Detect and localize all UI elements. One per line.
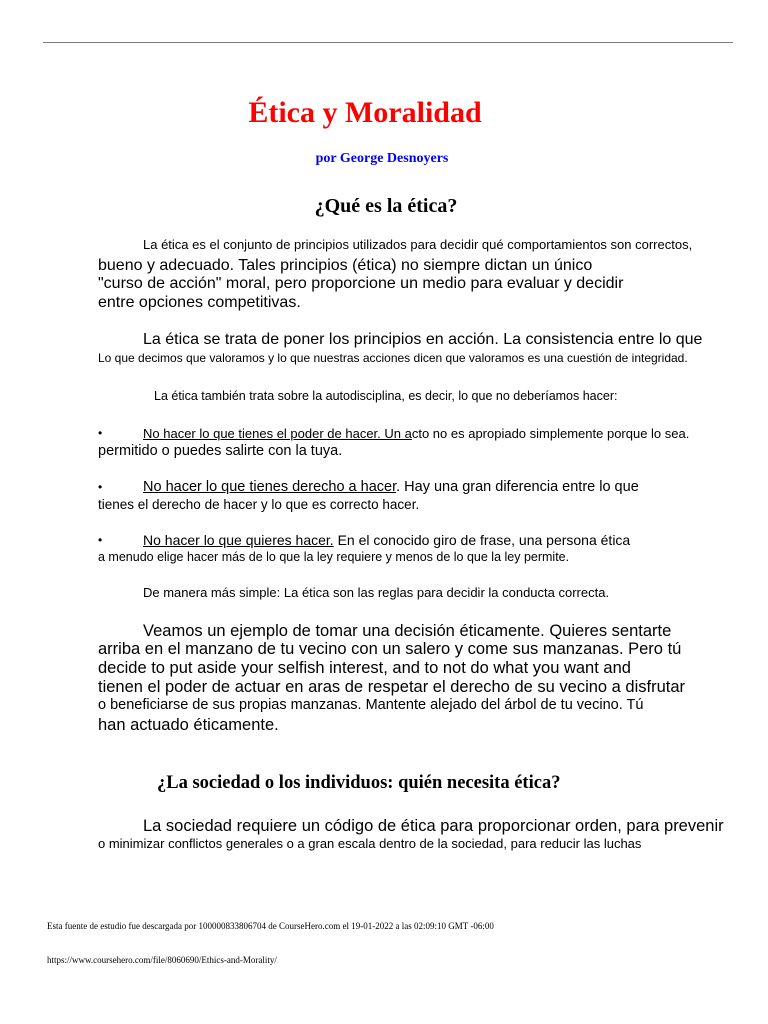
section-heading-who-needs-ethics: ¿La sociedad o los individuos: quién necesita ética?: [157, 773, 561, 793]
paragraph-line: Veamos un ejemplo de tomar una decisión éticamente. Quieres sentarte: [143, 622, 672, 640]
paragraph-line: han actuado éticamente.: [98, 716, 279, 734]
source-url[interactable]: https://www.coursehero.com/file/8060690/Ethics-and-Morality/: [47, 955, 277, 965]
bullet-underlined-text: No hacer lo que quieres hacer.: [143, 532, 334, 548]
bullet-continuation: permitido o puedes salirte con la tuya.: [98, 443, 343, 459]
bullet-text: cto no es apropiado simplemente porque lo sea.: [411, 426, 690, 441]
section-heading-what-is-ethics: ¿Qué es la ética?: [314, 195, 458, 217]
bullet-continuation: tienes el derecho de hacer y lo que es correcto hacer.: [98, 497, 420, 512]
paragraph-line: o beneficiarse de sus propias manzanas. Mantente alejado del árbol de tu vecino. Tú: [98, 697, 644, 713]
page-title: Ética y Moralidad: [248, 96, 482, 129]
paragraph-line: La ética también trata sobre la autodisciplina, es decir, lo que no deberíamos hacer:: [154, 389, 618, 403]
paragraph-line: decide to put aside your selfish interest, and to not do what you want and: [98, 659, 631, 677]
bullet-text: En el conocido giro de frase, una persona ética: [333, 532, 631, 548]
bullet-item: [143, 479, 639, 495]
bullet-marker: •: [98, 426, 103, 440]
bullet-text: . Hay una gran diferencia entre lo que: [396, 479, 639, 495]
paragraph-line: Lo que decimos que valoramos y lo que nuestras acciones dicen que valoramos es una cuestión de integridad.: [98, 351, 688, 365]
author-line: por George Desnoyers: [315, 151, 449, 166]
paragraph-line: "curso de acción" moral, pero proporcione un medio para evaluar y decidir: [98, 275, 624, 292]
paragraph-line: La sociedad requiere un código de ética para proporcionar orden, para prevenir: [143, 817, 724, 835]
paragraph-line: La ética es el conjunto de principios utilizados para decidir qué comportamientos son correctos,: [143, 237, 693, 252]
paragraph-line: La ética se trata de poner los principios en acción. La consistencia entre lo que: [143, 331, 703, 348]
bullet-item: [143, 426, 689, 441]
paragraph-line: arriba en el manzano de tu vecino con un salero y come sus manzanas. Pero tú: [98, 640, 682, 658]
top-divider: [43, 42, 733, 43]
bullet-underlined-text: No hacer lo que tienes el poder de hacer. Un a: [143, 426, 412, 441]
paragraph-line: entre opciones competitivas.: [98, 294, 301, 311]
download-notice: Esta fuente de estudio fue descargada por 100000833806704 de CourseHero.com el 19-01-2022 a las 02:09:10 GMT -06:00: [47, 921, 494, 931]
bullet-item: [143, 532, 630, 548]
bullet-continuation: a menudo elige hacer más de lo que la ley requiere y menos de lo que la ley permite.: [98, 550, 570, 564]
bullet-marker: •: [98, 480, 103, 494]
bullet-marker: •: [98, 533, 103, 547]
paragraph-line: tienen el poder de actuar en aras de respetar el derecho de su vecino a disfrutar: [98, 678, 686, 696]
paragraph-line: bueno y adecuado. Tales principios (ética) no siempre dictan un único: [98, 257, 593, 274]
bullet-underlined-text: No hacer lo que tienes derecho a hacer: [143, 479, 397, 495]
paragraph-line: De manera más simple: La ética son las reglas para decidir la conducta correcta.: [143, 585, 610, 600]
paragraph-line: o minimizar conflictos generales o a gran escala dentro de la sociedad, para reducir las luchas: [98, 836, 642, 851]
